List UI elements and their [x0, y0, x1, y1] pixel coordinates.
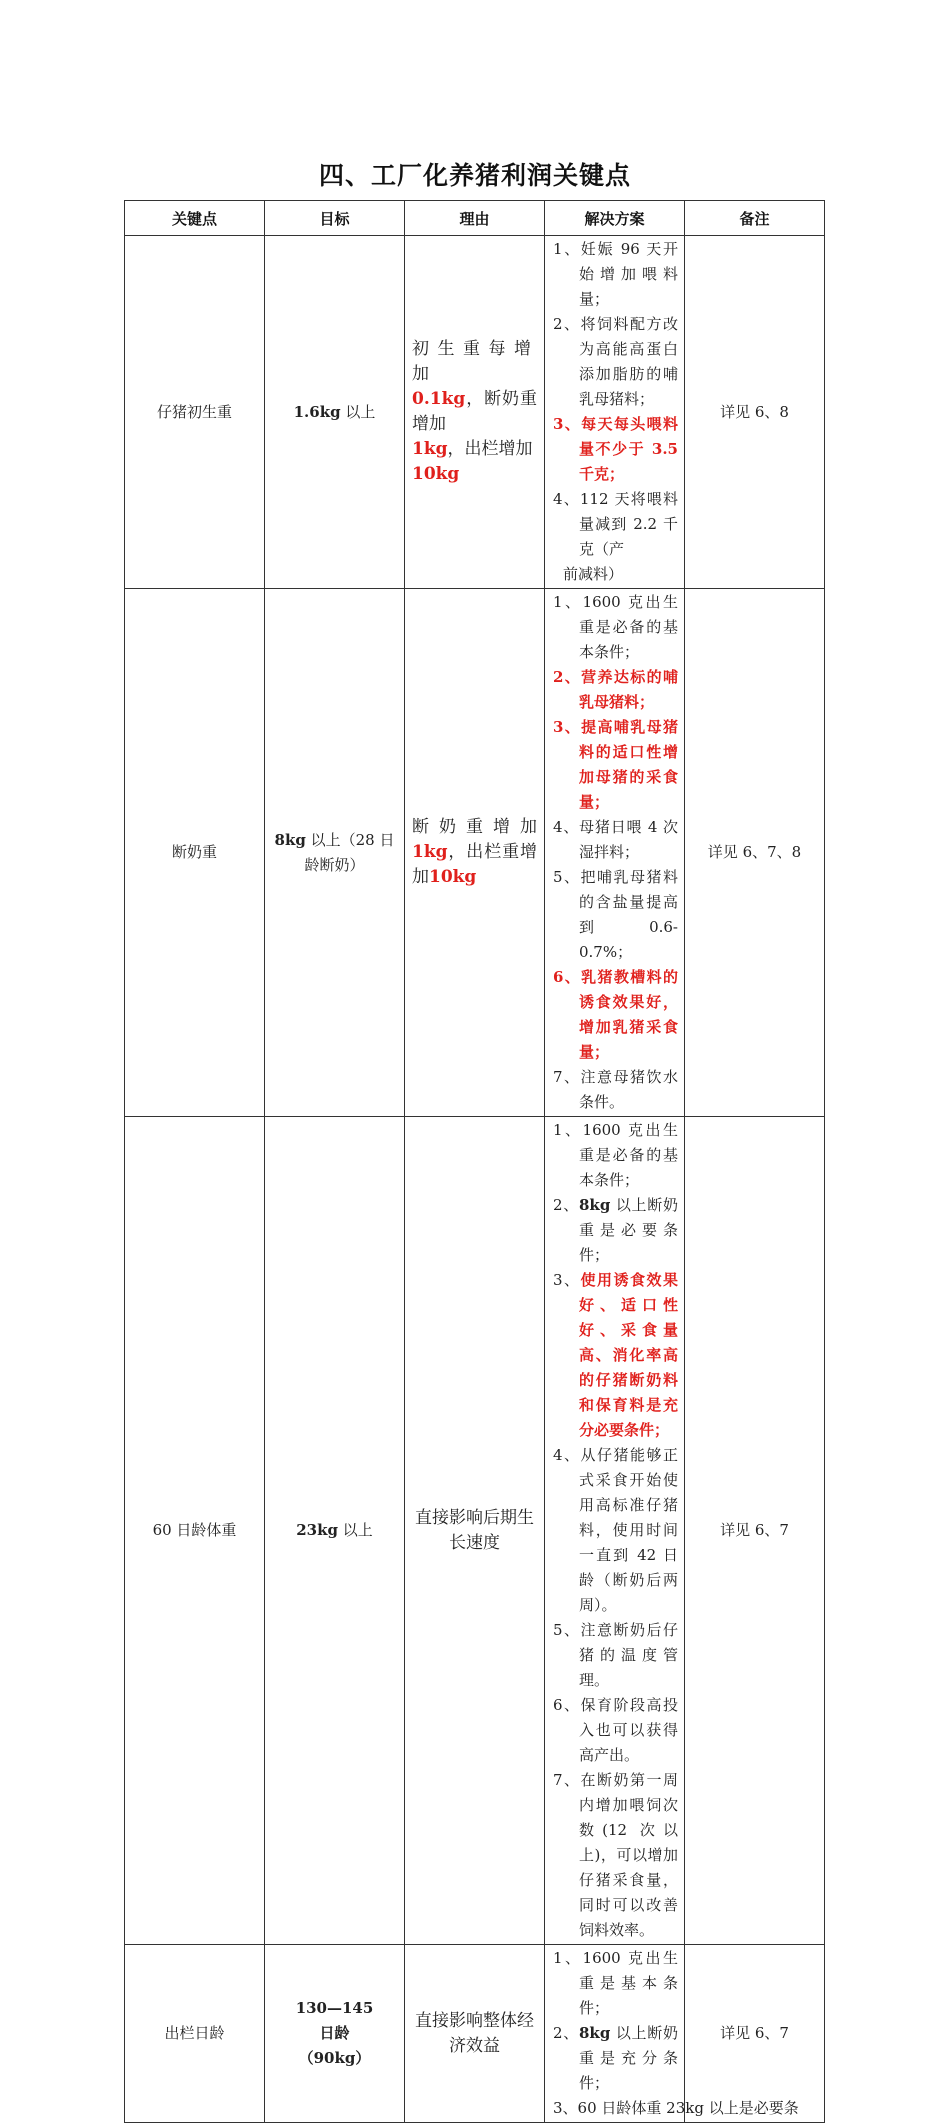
solution-cell [545, 1117, 685, 1945]
list-item: 1、1600 克出生重是必备的基本条件； [553, 1121, 678, 1189]
solution-cell [545, 589, 685, 1117]
list-item: 前减料） [563, 565, 624, 583]
note-cell: 详见 6、7 [685, 1945, 825, 2123]
note-cell: 详见 6、8 [685, 236, 825, 589]
note-cell: 详见 6、7、8 [685, 589, 825, 1117]
header-reason: 理由 [405, 201, 545, 236]
list-item: 6、乳猪教槽料的诱食效果好，增加乳猪采食量； [553, 968, 678, 1061]
table-row [125, 236, 825, 589]
list-item: 7、注意母猪饮水条件。 [553, 1068, 678, 1111]
key-cell: 断奶重 [125, 589, 265, 1117]
key-points-table [124, 200, 825, 2123]
table-row [125, 589, 825, 1117]
reason-cell: 断奶重增加1kg，出栏重增加10kg [405, 589, 545, 1117]
goal-cell: 130—145 日龄 （90kg） [265, 1945, 405, 2123]
key-cell: 60 日龄体重 [125, 1117, 265, 1945]
goal-cell: 23kg 以上 [265, 1117, 405, 1945]
list-item: 5、把哺乳母猪料的含盐量提高到 0.6-0.7%； [553, 868, 678, 961]
list-item: 5、注意断奶后仔猪的温度管理。 [553, 1621, 678, 1689]
table-row [125, 1945, 825, 2123]
list-item: 1、1600 克出生重是必备的基本条件； [553, 593, 678, 661]
list-item: 1、1600 克出生重是基本条件； [553, 1949, 678, 2017]
list-item: 2、8kg 以上断奶重是充分条件； [553, 2024, 678, 2092]
list-item: 4、从仔猪能够正式采食开始使用高标准仔猪料，使用时间一直到 42 日龄（断奶后两周）。 [553, 1446, 678, 1614]
table-row [125, 1117, 825, 1945]
goal-cell: 1.6kg 以上 [265, 236, 405, 589]
solution-cell [545, 236, 685, 589]
page-title: 四、工厂化养猪利润关键点 [318, 161, 631, 190]
list-item: 4、112 天将喂料量减到 2.2 千克（产 [553, 490, 678, 558]
list-item: 3、使用诱食效果好、适口性好、采食量高、消化率高的仔猪断奶料和保育料是充分必要条件； [553, 1271, 678, 1439]
list-item: 3、每天每头喂料量不少于 3.5 千克； [553, 415, 678, 483]
note-cell: 详见 6、7 [685, 1117, 825, 1945]
list-item: 4、母猪日喂 4 次湿拌料； [553, 818, 678, 861]
header-note: 备注 [685, 201, 825, 236]
list-item: 7、在断奶第一周内增加喂饲次数(12 次以上)，可以增加仔猪采食量，同时可以改善饲料效率。 [553, 1771, 678, 1939]
header-key: 关键点 [125, 201, 265, 236]
list-item: 6、保育阶段高投入也可以获得高产出。 [553, 1696, 678, 1764]
list-item: 2、8kg 以上断奶重是必要条件； [553, 1196, 678, 1264]
key-cell: 出栏日龄 [125, 1945, 265, 2123]
goal-cell: 8kg 以上（28 日龄断奶） [265, 589, 405, 1117]
header-goal: 目标 [265, 201, 405, 236]
reason-cell: 直接影响后期生长速度 [405, 1117, 545, 1945]
key-cell: 仔猪初生重 [125, 236, 265, 589]
list-item: 1、妊娠 96 天开始增加喂料量； [553, 240, 678, 308]
table-header-row [125, 201, 825, 236]
reason-cell: 初生重每增加 0.1kg，断奶重增加 1kg，出栏增加10kg [405, 236, 545, 589]
list-item: 2、营养达标的哺乳母猪料； [553, 668, 678, 711]
list-item: 3、提高哺乳母猪料的适口性增加母猪的采食量； [553, 718, 678, 811]
list-item: 3、60 日龄体重 23kg 以上是必要条 [553, 2099, 799, 2117]
list-item: 2、将饲料配方改为高能高蛋白添加脂肪的哺乳母猪料； [553, 315, 678, 408]
header-solution: 解决方案 [545, 201, 685, 236]
reason-cell: 直接影响整体经济效益 [405, 1945, 545, 2123]
